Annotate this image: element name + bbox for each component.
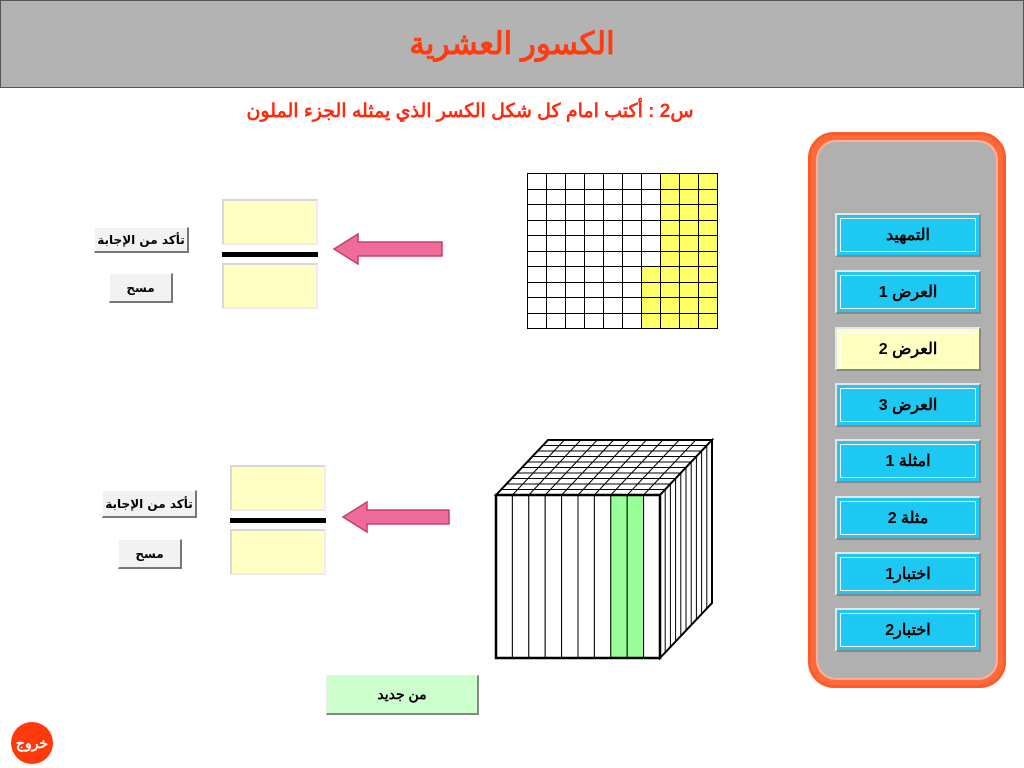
grid-cell xyxy=(585,221,604,237)
grid-cell xyxy=(547,205,566,221)
cube-slice xyxy=(496,495,512,658)
fraction-bar-1 xyxy=(222,252,318,257)
nav-button-8[interactable] xyxy=(835,608,981,652)
denominator-input-2[interactable] xyxy=(230,529,326,575)
grid-cell xyxy=(585,314,604,330)
grid-cell xyxy=(661,252,680,268)
grid-cell xyxy=(623,267,642,283)
grid-cell xyxy=(566,298,585,314)
thousand-cube xyxy=(494,438,718,662)
grid-cell xyxy=(699,298,718,314)
cube-slice xyxy=(627,495,643,658)
grid-cell xyxy=(528,267,547,283)
check-answer-button-2[interactable]: تأكد من الإجابة xyxy=(102,490,197,518)
grid-cell xyxy=(642,174,661,190)
grid-cell xyxy=(661,174,680,190)
grid-cell xyxy=(604,267,623,283)
grid-cell xyxy=(604,298,623,314)
grid-cell xyxy=(528,236,547,252)
grid-cell xyxy=(547,283,566,299)
grid-cell xyxy=(566,236,585,252)
grid-cell xyxy=(585,252,604,268)
grid-cell xyxy=(547,236,566,252)
grid-cell xyxy=(642,190,661,206)
cube-slice xyxy=(611,495,627,658)
grid-cell xyxy=(642,267,661,283)
cube-slice xyxy=(594,495,610,658)
grid-cell xyxy=(528,190,547,206)
grid-cell xyxy=(547,221,566,237)
grid-cell xyxy=(547,190,566,206)
grid-cell xyxy=(528,283,547,299)
grid-cell xyxy=(604,252,623,268)
nav-button-3[interactable] xyxy=(835,327,981,371)
grid-cell xyxy=(566,174,585,190)
restart-button[interactable]: من جديد xyxy=(326,675,479,715)
check-answer-button-1[interactable]: تأكد من الإجابة xyxy=(94,227,189,253)
nav-button-label: امثلة 1 xyxy=(840,444,976,478)
nav-button-5[interactable] xyxy=(835,439,981,483)
grid-cell xyxy=(566,283,585,299)
grid-cell xyxy=(623,298,642,314)
grid-cell xyxy=(585,236,604,252)
grid-cell xyxy=(585,283,604,299)
grid-cell xyxy=(566,267,585,283)
nav-button-4[interactable] xyxy=(835,383,981,427)
nav-button-label: التمهيد xyxy=(840,218,976,252)
grid-cell xyxy=(604,205,623,221)
grid-cell xyxy=(680,298,699,314)
grid-cell xyxy=(680,236,699,252)
grid-cell xyxy=(661,298,680,314)
grid-cell xyxy=(699,252,718,268)
grid-cell xyxy=(661,221,680,237)
grid-cell xyxy=(528,205,547,221)
exit-button[interactable]: خروج xyxy=(11,722,53,764)
grid-cell xyxy=(566,252,585,268)
grid-cell xyxy=(604,190,623,206)
grid-cell xyxy=(642,314,661,330)
cube-slice xyxy=(578,495,594,658)
cube-slice xyxy=(512,495,528,658)
grid-cell xyxy=(623,174,642,190)
grid-cell xyxy=(585,174,604,190)
grid-cell xyxy=(642,236,661,252)
grid-cell xyxy=(623,236,642,252)
grid-cell xyxy=(661,267,680,283)
grid-cell xyxy=(585,267,604,283)
cube-slice xyxy=(529,495,545,658)
nav-button-label: اختبار2 xyxy=(840,613,976,647)
grid-cell xyxy=(528,298,547,314)
grid-cell xyxy=(680,205,699,221)
clear-button-2[interactable]: مسح xyxy=(118,539,182,569)
grid-cell xyxy=(699,221,718,237)
grid-cell xyxy=(623,252,642,268)
grid-cell xyxy=(585,298,604,314)
nav-button-label: مثلة 2 xyxy=(840,501,976,535)
cube-slice xyxy=(644,495,660,658)
grid-cell xyxy=(604,314,623,330)
title-bar xyxy=(0,0,1024,88)
grid-cell xyxy=(604,221,623,237)
grid-cell xyxy=(547,174,566,190)
grid-cell xyxy=(566,314,585,330)
question-text: س2 : أكتب امام كل شكل الكسر الذي يمثله الجزء الملون xyxy=(246,101,694,122)
grid-cell xyxy=(661,205,680,221)
grid-cell xyxy=(661,283,680,299)
nav-button-label: اختبار1 xyxy=(840,557,976,591)
cube-slice xyxy=(545,495,561,658)
grid-cell xyxy=(566,205,585,221)
grid-cell xyxy=(661,190,680,206)
grid-cell xyxy=(528,252,547,268)
grid-cell xyxy=(699,314,718,330)
nav-button-6[interactable] xyxy=(835,496,981,540)
grid-cell xyxy=(680,283,699,299)
grid-cell xyxy=(661,314,680,330)
grid-cell xyxy=(661,236,680,252)
grid-cell xyxy=(623,205,642,221)
grid-cell xyxy=(585,205,604,221)
grid-cell xyxy=(699,205,718,221)
nav-button-label: العرض 1 xyxy=(840,275,976,309)
grid-cell xyxy=(699,236,718,252)
grid-cell xyxy=(680,252,699,268)
grid-cell xyxy=(680,267,699,283)
denominator-input-1[interactable] xyxy=(222,263,318,309)
grid-cell xyxy=(680,174,699,190)
numerator-input-1[interactable] xyxy=(222,199,318,245)
grid-cell xyxy=(642,252,661,268)
grid-cell xyxy=(528,221,547,237)
grid-cell xyxy=(699,174,718,190)
fraction-bar-2 xyxy=(230,518,326,523)
cube-slice xyxy=(562,495,578,658)
grid-cell xyxy=(623,221,642,237)
grid-cell xyxy=(547,252,566,268)
page-title: الكسور العشرية xyxy=(409,26,615,61)
grid-cell xyxy=(604,236,623,252)
grid-cell xyxy=(680,221,699,237)
grid-cell xyxy=(642,205,661,221)
grid-cell xyxy=(680,314,699,330)
numerator-input-2[interactable] xyxy=(230,465,326,511)
grid-cell xyxy=(699,283,718,299)
nav-button-1[interactable] xyxy=(835,213,981,257)
grid-cell xyxy=(585,190,604,206)
grid-cell xyxy=(547,314,566,330)
grid-cell xyxy=(699,267,718,283)
nav-button-label: العرض 3 xyxy=(840,388,976,422)
nav-button-label: العرض 2 xyxy=(840,332,976,366)
grid-cell xyxy=(699,190,718,206)
grid-cell xyxy=(623,190,642,206)
hundred-grid xyxy=(527,173,718,329)
grid-cell xyxy=(547,298,566,314)
grid-cell xyxy=(623,283,642,299)
grid-cell xyxy=(566,221,585,237)
grid-cell xyxy=(528,314,547,330)
grid-cell xyxy=(547,267,566,283)
grid-cell xyxy=(604,174,623,190)
grid-cell xyxy=(566,190,585,206)
pink-arrow-icon xyxy=(332,232,444,266)
grid-cell xyxy=(623,314,642,330)
grid-cell xyxy=(642,283,661,299)
nav-button-2[interactable] xyxy=(835,270,981,314)
grid-cell xyxy=(528,174,547,190)
nav-button-7[interactable] xyxy=(835,552,981,596)
grid-cell xyxy=(642,221,661,237)
grid-cell xyxy=(642,298,661,314)
pink-arrow-icon xyxy=(341,500,451,534)
grid-cell xyxy=(604,283,623,299)
clear-button-1[interactable]: مسح xyxy=(109,273,173,303)
grid-cell xyxy=(680,190,699,206)
